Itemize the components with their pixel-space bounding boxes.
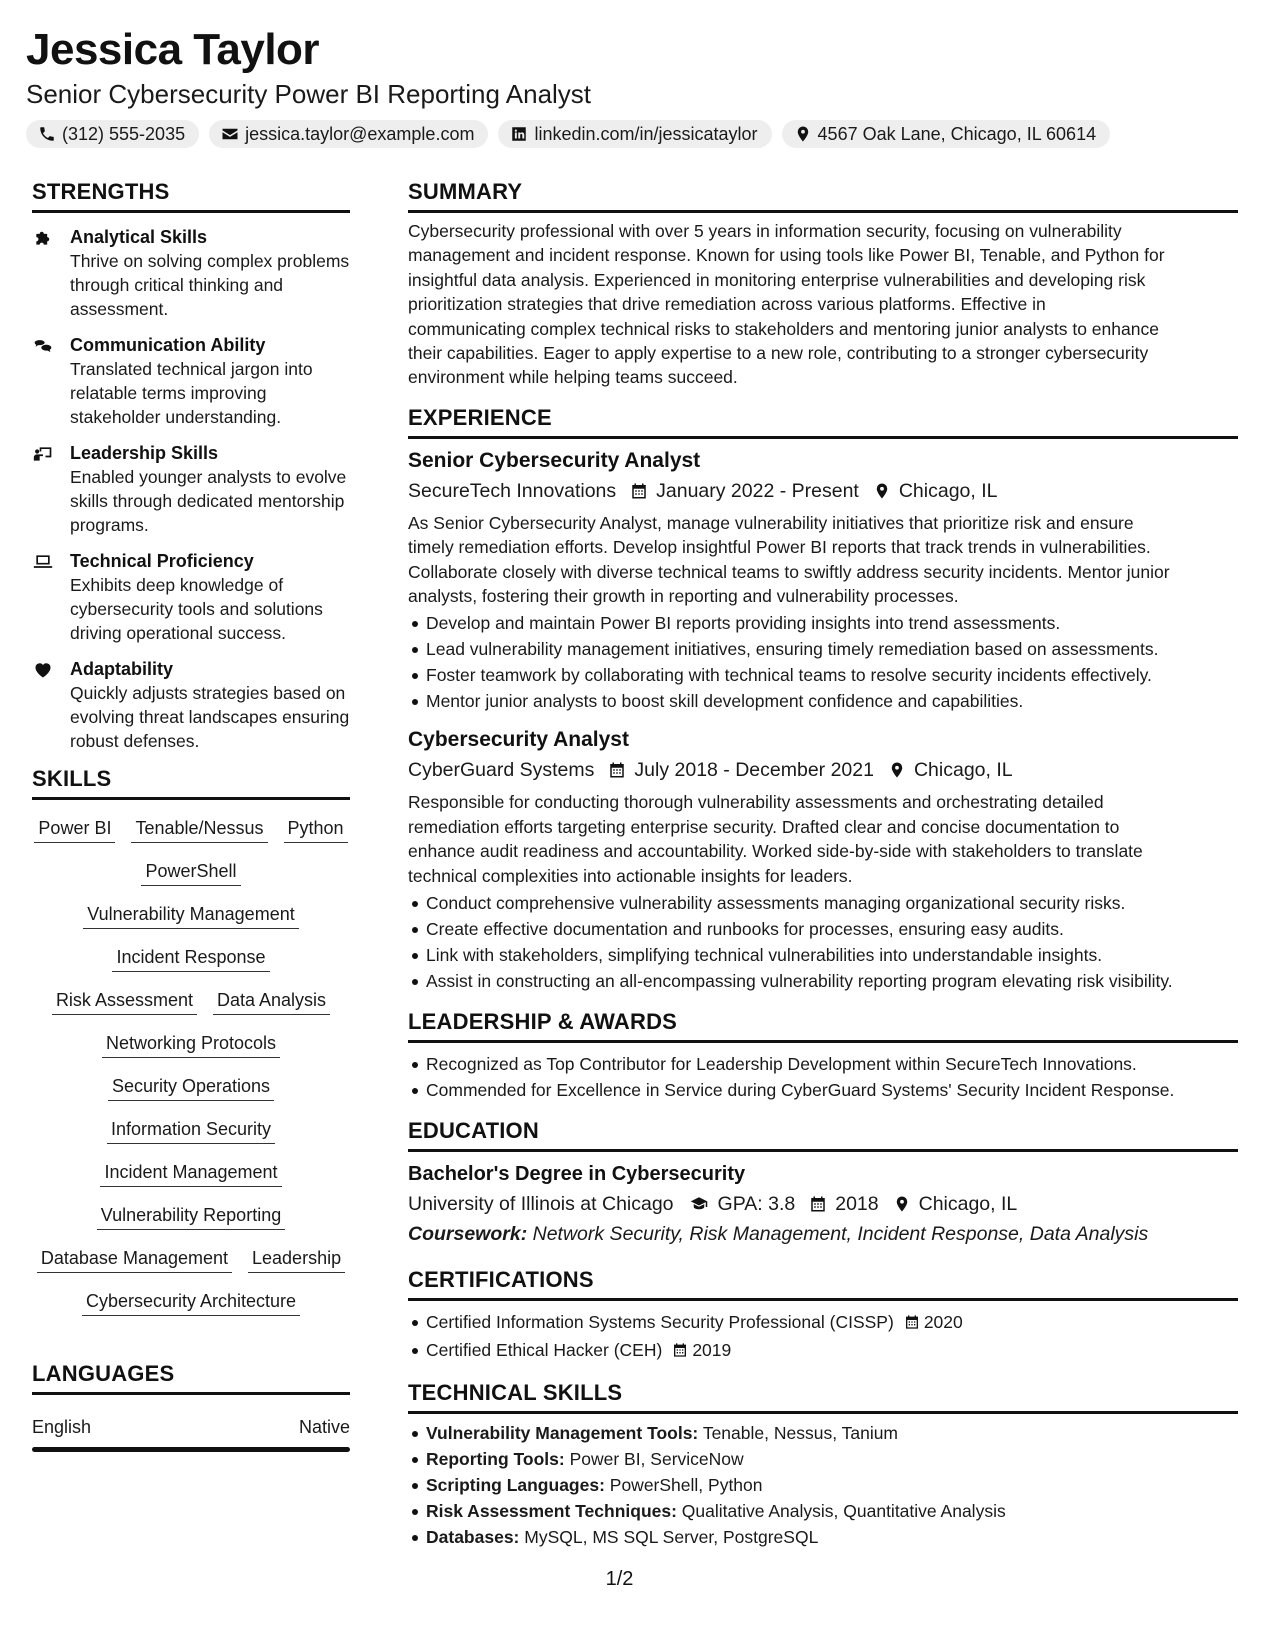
contact-address xyxy=(782,120,1111,148)
chat-bubbles-icon xyxy=(32,336,54,356)
language-level: Native xyxy=(298,1417,350,1437)
summary-line: environment while helping teams succeed. xyxy=(408,367,738,388)
experience-section xyxy=(408,404,1238,994)
contact-email-text: jessica.taylor@example.com xyxy=(245,123,475,144)
award-item: Recognized as Top Contributor for Leadership Development within SecureTech Innovations. xyxy=(408,1051,1238,1077)
technical-skills-section xyxy=(408,1379,1238,1550)
strengths-heading: STRENGTHS xyxy=(32,179,170,204)
job-company: CyberGuard Systems xyxy=(408,759,595,782)
awards-list xyxy=(408,1051,1238,1103)
section-divider xyxy=(408,436,1238,439)
map-pin-icon xyxy=(794,125,812,143)
job-meta xyxy=(408,477,1238,505)
certification-year: 2019 xyxy=(692,1340,732,1361)
language-level-bar xyxy=(32,1447,350,1452)
education-location: Chicago, IL xyxy=(918,1193,1018,1216)
puzzle-piece-icon xyxy=(32,228,54,248)
skill-tag: Data Analysis xyxy=(213,988,330,1015)
education-year: 2018 xyxy=(835,1193,879,1216)
section-divider xyxy=(32,210,350,213)
map-pin-icon xyxy=(888,761,906,779)
skill-tag: Incident Response xyxy=(112,945,269,972)
job-entry xyxy=(408,447,1238,715)
coursework xyxy=(408,1220,1238,1248)
calendar-icon xyxy=(630,482,648,500)
candidate-title: Senior Cybersecurity Power BI Reporting Analyst xyxy=(26,79,592,109)
technical-skill-value: Power BI, ServiceNow xyxy=(569,1449,744,1470)
skill-tag: Security Operations xyxy=(108,1074,274,1101)
summary-line: their capabilities. Eager to apply expertise to a new role, contributing to a stronger cybersecurity xyxy=(408,343,1149,364)
strength-item xyxy=(32,657,350,753)
job-bullet: Create effective documentation and runbooks for processes, ensuring easy audits. xyxy=(408,916,1238,942)
section-divider xyxy=(408,1298,1238,1301)
technical-skill-label: Scripting Languages: xyxy=(426,1475,605,1496)
section-divider xyxy=(408,1040,1238,1043)
strength-item xyxy=(32,549,350,645)
map-pin-icon xyxy=(893,1195,911,1213)
skill-tag: Vulnerability Management xyxy=(83,902,298,929)
job-company: SecureTech Innovations xyxy=(408,479,617,502)
technical-skills-list xyxy=(408,1420,1238,1550)
certification-name: Certified Ethical Hacker (CEH) xyxy=(426,1340,663,1361)
strength-title: Adaptability xyxy=(70,659,174,679)
summary-line: insightful data analysis. Experienced in monitoring enterprise vulnerabilities and developing risk xyxy=(408,269,1146,290)
certification-item xyxy=(408,1309,1238,1337)
skill-tag: Leadership xyxy=(248,1246,345,1273)
language-item xyxy=(32,1415,350,1439)
strength-description: Translated technical jargon into relatable terms improving stakeholder understanding. xyxy=(70,359,313,427)
section-divider xyxy=(408,1411,1238,1414)
job-bullet: Lead vulnerability management initiatives, ensuring timely remediation based on assessments. xyxy=(408,636,1238,662)
certification-name: Certified Information Systems Security Professional (CISSP) xyxy=(426,1312,894,1333)
contact-phone-text: (312) 555-2035 xyxy=(62,123,186,144)
calendar-icon xyxy=(809,1195,827,1213)
calendar-icon xyxy=(672,1342,688,1358)
strength-item xyxy=(32,441,350,537)
technical-skill-label: Vulnerability Management Tools: xyxy=(426,1423,699,1444)
skill-tag: Vulnerability Reporting xyxy=(97,1203,285,1230)
summary-line: Cybersecurity professional with over 5 years in information security, focusing on vulnerability xyxy=(408,221,1122,241)
technical-skill-value: Qualitative Analysis, Quantitative Analysis xyxy=(681,1501,1006,1522)
job-title: Senior Cybersecurity Analyst xyxy=(408,448,701,472)
technical-skill-item xyxy=(408,1472,1238,1498)
skill-tag: Power BI xyxy=(34,816,115,843)
languages-heading: LANGUAGES xyxy=(32,1361,175,1386)
education-meta xyxy=(408,1190,1238,1218)
strength-description: Thrive on solving complex problems through critical thinking and assessment. xyxy=(70,251,350,319)
awards-section xyxy=(408,1008,1238,1103)
skill-tag: Database Management xyxy=(37,1246,232,1273)
strength-item xyxy=(32,225,350,321)
technical-skill-value: MySQL, MS SQL Server, PostgreSQL xyxy=(524,1527,819,1548)
technical-skill-item xyxy=(408,1524,1238,1550)
award-item: Commended for Excellence in Service during CyberGuard Systems' Security Incident Response. xyxy=(408,1077,1238,1103)
skill-tag: Python xyxy=(284,816,348,843)
skill-tag: Information Security xyxy=(107,1117,275,1144)
job-description-line: timely remediation efforts. Develop insightful Power BI reports that track trends in vulnerabilities. xyxy=(408,537,1151,558)
summary-heading: SUMMARY xyxy=(408,179,523,204)
strength-title: Communication Ability xyxy=(70,335,266,355)
contact-linkedin[interactable] xyxy=(498,120,771,148)
job-description-line: Collaborate closely with diverse technical teams to swiftly address security incidents. Mentor junior xyxy=(408,561,1170,582)
contact-linkedin-text: linkedin.com/in/jessicataylor xyxy=(534,123,758,144)
job-description-line: remediation efforts targeting enterprise security. Drafted clear and concise documentation to xyxy=(408,816,1120,837)
linkedin-icon xyxy=(510,125,528,143)
skill-tag: Risk Assessment xyxy=(52,988,197,1015)
education-section xyxy=(408,1117,1238,1248)
skills-heading: SKILLS xyxy=(32,766,112,791)
coursework-label: Coursework: xyxy=(408,1223,528,1246)
job-bullet: Foster teamwork by collaborating with technical teams to resolve security incidents effectively. xyxy=(408,662,1238,688)
job-bullets xyxy=(408,890,1238,994)
contact-bar xyxy=(26,120,1246,148)
technical-skill-label: Reporting Tools: xyxy=(426,1449,565,1470)
job-description xyxy=(408,790,1238,888)
job-entry xyxy=(408,726,1238,994)
strength-title: Leadership Skills xyxy=(70,443,219,463)
summary-line: management and incident response. Known for using tools like Power BI, Tenable, and Python for xyxy=(408,245,1165,266)
job-bullet: Assist in constructing an all-encompassing vulnerability reporting program elevating risk visibility. xyxy=(408,968,1238,994)
technical-skill-value: PowerShell, Python xyxy=(609,1475,763,1496)
resume-header xyxy=(26,24,1246,148)
strength-description: Quickly adjusts strategies based on evolving threat landscapes ensuring robust defenses. xyxy=(70,683,350,751)
job-description-line: enhance audit readiness and accountability. Worked side-by-side with stakeholders to translate xyxy=(408,841,1143,862)
job-bullet: Mentor junior analysts to boost skill development confidence and capabilities. xyxy=(408,688,1238,714)
strength-title: Analytical Skills xyxy=(70,227,208,247)
job-bullet: Develop and maintain Power BI reports providing insights into trend assessments. xyxy=(408,610,1238,636)
summary-text xyxy=(408,219,1238,390)
section-divider xyxy=(32,1392,350,1395)
school-name: University of Illinois at Chicago xyxy=(408,1193,674,1216)
left-column xyxy=(32,178,350,1452)
job-description-line: Responsible for conducting thorough vulnerability assessments and orchestrating detailed xyxy=(408,792,1104,813)
job-bullet: Conduct comprehensive vulnerability assessments managing organizational security risks. xyxy=(408,890,1238,916)
skill-tag: Tenable/Nessus xyxy=(131,816,267,843)
strength-description: Enabled younger analysts to evolve skills through dedicated mentorship programs. xyxy=(70,467,347,535)
skills-section xyxy=(32,765,350,1316)
contact-phone[interactable] xyxy=(26,120,199,148)
candidate-name: Jessica Taylor xyxy=(26,25,320,74)
job-bullet: Link with stakeholders, simplifying technical vulnerabilities into understandable insights. xyxy=(408,942,1238,968)
job-dates: July 2018 - December 2021 xyxy=(634,759,874,782)
technical-skill-label: Databases: xyxy=(426,1527,520,1548)
section-divider xyxy=(408,1149,1238,1152)
laptop-icon xyxy=(32,552,54,572)
right-column xyxy=(408,178,1238,1550)
skill-tag: Cybersecurity Architecture xyxy=(82,1289,300,1316)
strengths-section xyxy=(32,178,350,753)
section-divider xyxy=(32,797,350,800)
technical-skill-item xyxy=(408,1498,1238,1524)
summary-section xyxy=(408,178,1238,390)
education-gpa: GPA: 3.8 xyxy=(717,1193,796,1216)
language-name: English xyxy=(32,1417,92,1437)
certifications-heading: CERTIFICATIONS xyxy=(408,1267,594,1293)
skill-tag: Incident Management xyxy=(100,1160,281,1187)
job-bullets xyxy=(408,610,1238,714)
summary-line: communicating complex technical risks to stakeholders and mentoring junior analysts to enhance xyxy=(408,318,1159,339)
certifications-list xyxy=(408,1309,1238,1365)
job-location: Chicago, IL xyxy=(898,479,998,502)
section-divider xyxy=(408,210,1238,213)
job-description-line: technical complexities into actionable insights for leaders. xyxy=(408,865,853,886)
job-meta xyxy=(408,756,1238,784)
page-number xyxy=(0,1568,1275,1591)
contact-email[interactable] xyxy=(209,120,488,148)
certifications-section xyxy=(408,1266,1238,1365)
map-pin-icon xyxy=(873,482,891,500)
coursework-text: Network Security, Risk Management, Incident Response, Data Analysis xyxy=(532,1223,1149,1246)
phone-icon xyxy=(38,125,56,143)
technical-skill-value: Tenable, Nessus, Tanium xyxy=(702,1423,899,1444)
job-location: Chicago, IL xyxy=(913,759,1013,782)
education-heading: EDUCATION xyxy=(408,1118,539,1144)
technical-skill-label: Risk Assessment Techniques: xyxy=(426,1501,677,1522)
strength-title: Technical Proficiency xyxy=(70,551,254,571)
graduation-cap-icon xyxy=(688,1195,710,1213)
experience-heading: EXPERIENCE xyxy=(408,404,552,430)
contact-address-text: 4567 Oak Lane, Chicago, IL 60614 xyxy=(817,123,1097,144)
envelope-icon xyxy=(221,125,239,143)
degree-title: Bachelor's Degree in Cybersecurity xyxy=(408,1163,746,1186)
technical-skills-heading: TECHNICAL SKILLS xyxy=(408,1380,623,1406)
certification-item xyxy=(408,1337,1238,1365)
strength-item xyxy=(32,333,350,429)
skills-list xyxy=(32,816,350,1316)
technical-skill-item xyxy=(408,1420,1238,1446)
strength-description: Exhibits deep knowledge of cybersecurity tools and solutions driving operational success. xyxy=(70,575,323,643)
teacher-board-icon xyxy=(32,444,54,464)
heart-icon xyxy=(32,660,54,680)
page-number-text: 1/2 xyxy=(605,1568,634,1590)
languages-section xyxy=(32,1360,350,1452)
job-dates: January 2022 - Present xyxy=(656,479,859,502)
job-title: Cybersecurity Analyst xyxy=(408,728,629,752)
job-description xyxy=(408,511,1238,609)
technical-skill-item xyxy=(408,1446,1238,1472)
calendar-icon xyxy=(608,761,626,779)
skill-tag: PowerShell xyxy=(141,859,240,886)
summary-line: prioritization strategies that drive remediation across various platforms. Effective in xyxy=(408,294,1046,315)
job-description-line: analysts, fostering their growth in reporting and vulnerability processes. xyxy=(408,586,959,607)
awards-heading: LEADERSHIP & AWARDS xyxy=(408,1009,678,1035)
skill-tag: Networking Protocols xyxy=(102,1031,280,1058)
calendar-icon xyxy=(904,1314,920,1330)
job-description-line: As Senior Cybersecurity Analyst, manage vulnerability initiatives that prioritize risk and ensure xyxy=(408,512,1134,533)
certification-year: 2020 xyxy=(923,1312,963,1333)
